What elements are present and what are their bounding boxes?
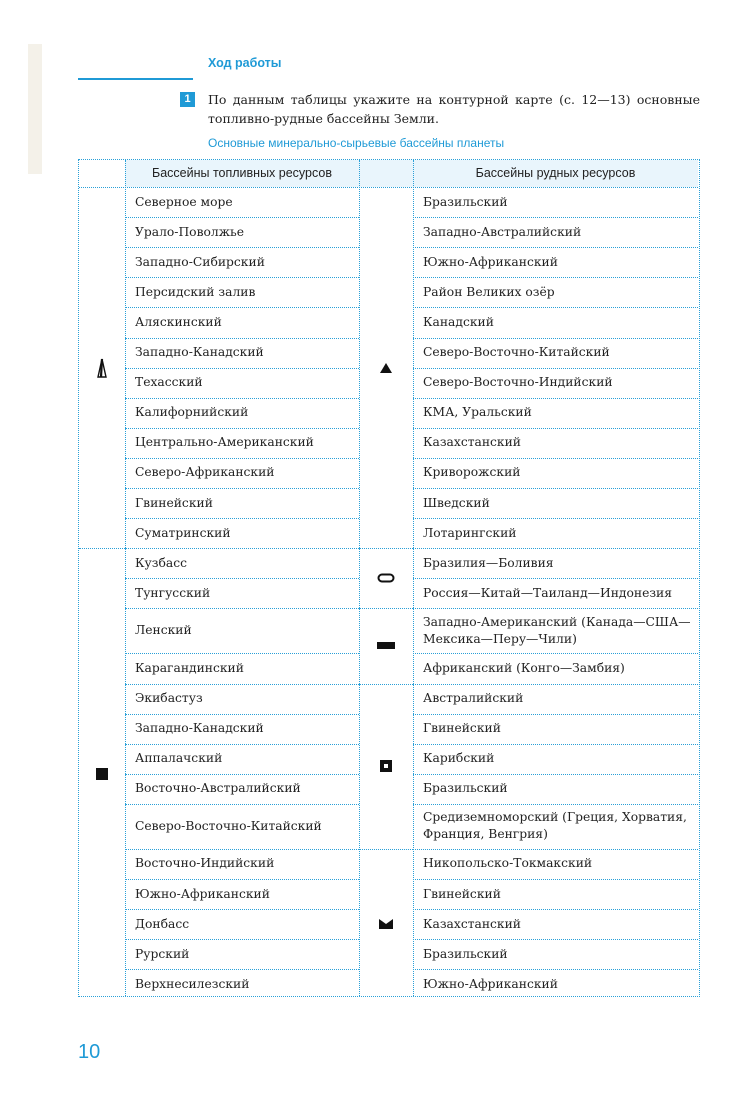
fuel-cell: Персидский залив: [135, 284, 256, 299]
fuel-cell: Рурский: [135, 946, 190, 961]
header-ore: Бассейны рудных ресурсов: [475, 166, 636, 180]
fuel-cell: Центрально-Американский: [135, 435, 314, 450]
fuel-cell: Калифорнийский: [135, 405, 249, 420]
section-heading: Ход работы: [208, 56, 282, 70]
fuel-cell: Донбасс: [135, 916, 190, 931]
ore-cell: Африканский (Конго—Замбия): [423, 660, 625, 675]
bauxite-square-dot-icon: [359, 684, 413, 849]
fuel-cell: Восточно-Австралийский: [135, 781, 301, 796]
ore-cell: Карибский: [423, 751, 495, 766]
ore-cell: Западно-Американский (Канада—США—Мексика—Перу—Чили): [423, 614, 691, 646]
copper-bar-icon: [359, 608, 413, 683]
fuel-cell: Западно-Канадский: [135, 345, 264, 360]
ore-cell: Южно-Африканский: [423, 976, 558, 991]
fuel-cell: Аппалачский: [135, 751, 223, 766]
margin-mark: [28, 44, 42, 174]
ore-cell: Бразилия—Боливия: [423, 555, 554, 570]
ore-cell: КМА, Уральский: [423, 405, 532, 420]
coal-square-icon: [79, 548, 125, 999]
ore-cell: Гвинейский: [423, 886, 501, 901]
ore-cell: Бразильский: [423, 194, 508, 209]
ore-cell: Бразильский: [423, 781, 508, 796]
fuel-cell: Северное море: [135, 194, 233, 209]
fuel-cell: Аляскинский: [135, 314, 222, 329]
iron-triangle-icon: [359, 187, 413, 548]
fuel-cell: Техасский: [135, 375, 203, 390]
fuel-cell: Кузбасс: [135, 555, 187, 570]
fuel-cell: Суматринский: [135, 525, 231, 540]
fuel-cell: Урало-Поволжье: [135, 224, 245, 239]
table-caption: Основные минерально-сырьевые бассейны планеты: [208, 136, 505, 150]
ore-cell: Бразильский: [423, 946, 508, 961]
fuel-cell: Западно-Канадский: [135, 721, 264, 736]
fuel-cell: Тунгусский: [135, 585, 211, 600]
ore-cell: Россия—Китай—Таиланд—Индонезия: [423, 585, 673, 600]
ore-cell: Канадский: [423, 314, 494, 329]
ore-cell: Шведский: [423, 495, 490, 510]
ore-cell: Западно-Австралийский: [423, 224, 582, 239]
task-text: По данным таблицы укажите на контурной карте (с. 12—13) основные топливно-рудные бассейны Земли.: [208, 92, 700, 126]
fuel-cell: Южно-Африканский: [135, 886, 270, 901]
fuel-cell: Экибастуз: [135, 691, 203, 706]
ore-cell: Южно-Африканский: [423, 254, 558, 269]
ore-cell: Район Великих озёр: [423, 284, 555, 299]
ore-cell: Северо-Восточно-Индийский: [423, 375, 613, 390]
ore-cell: Казахстанский: [423, 916, 522, 931]
resource-table: [78, 159, 700, 997]
page-number: 10: [78, 1041, 101, 1063]
fuel-cell: Северо-Африканский: [135, 465, 275, 480]
tin-oval-icon: [359, 548, 413, 608]
fuel-cell: Восточно-Индийский: [135, 856, 275, 871]
heading-rule: [78, 78, 193, 80]
ore-cell: Гвинейский: [423, 721, 501, 736]
fuel-cell: Верхнесилезский: [135, 976, 250, 991]
ore-cell: Северо-Восточно-Китайский: [423, 345, 610, 360]
ore-cell: Средиземноморский (Греция, Хорватия, Франция, Венгрия): [423, 810, 687, 842]
ore-cell: Казахстанский: [423, 435, 522, 450]
fuel-cell: Ленский: [135, 623, 192, 638]
fuel-cell: Карагандинский: [135, 660, 244, 675]
header-fuel: Бассейны топливных ресурсов: [152, 166, 332, 180]
header-bg-sym: [359, 160, 413, 187]
ore-cell: Никопольско-Токмакский: [423, 856, 593, 871]
ore-cell: Лотарингский: [423, 525, 517, 540]
fuel-cell: Гвинейский: [135, 495, 213, 510]
manganese-icon: [359, 849, 413, 1000]
fuel-cell: Северо-Восточно-Китайский: [135, 818, 322, 833]
fuel-cell: Западно-Сибирский: [135, 254, 265, 269]
ore-cell: Австралийский: [423, 691, 524, 706]
oil-derrick-icon: [79, 187, 125, 548]
ore-cell: Криворожский: [423, 465, 521, 480]
task-number: 1: [180, 92, 195, 107]
